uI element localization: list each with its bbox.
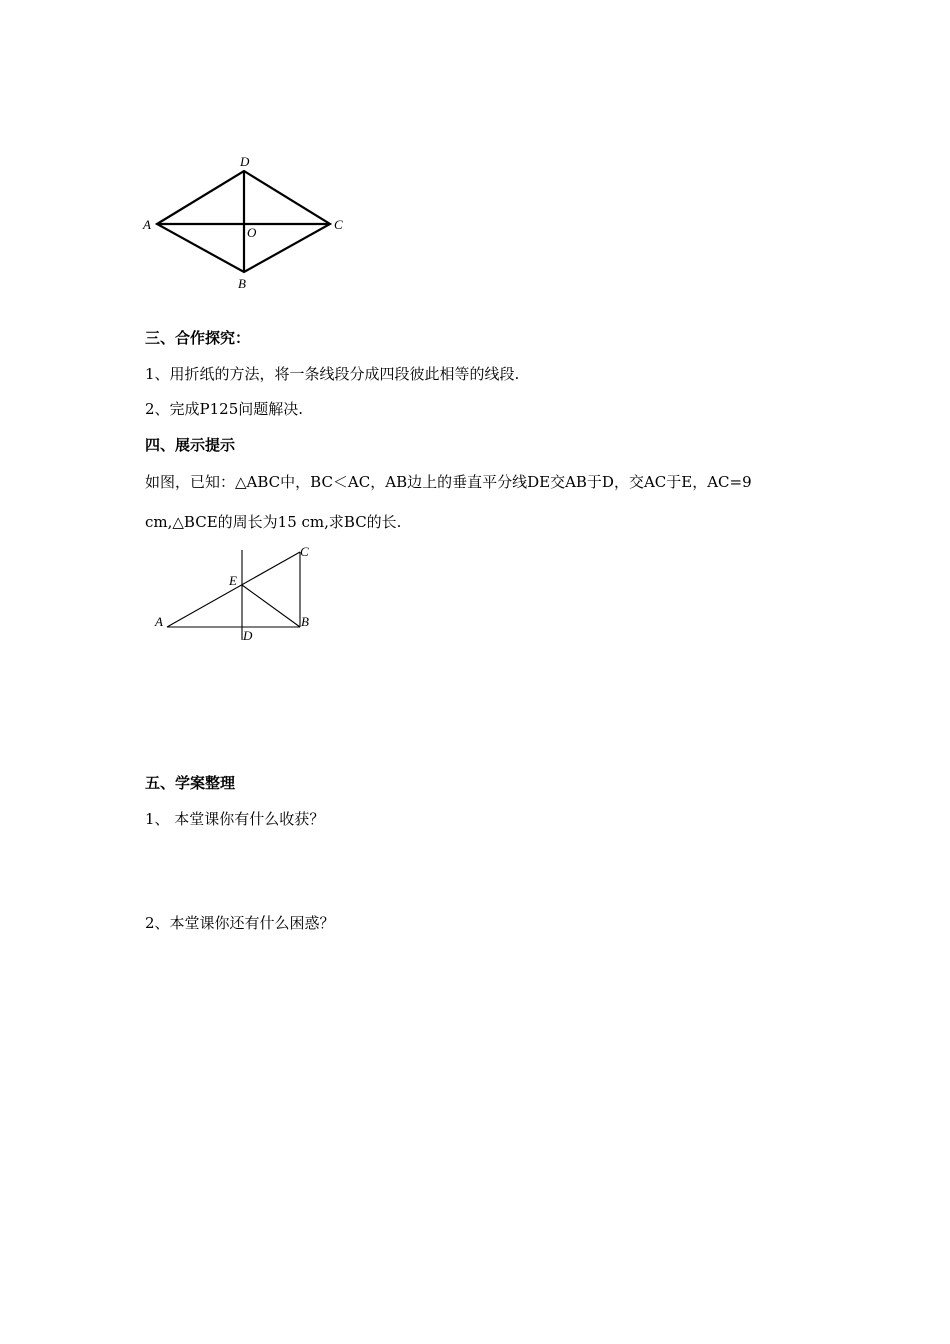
segment-eb [242, 585, 300, 627]
label-a: A [155, 614, 163, 629]
label-b: B [238, 276, 246, 291]
list-item: 1、 本堂课你有什么收获？ [145, 810, 325, 828]
list-item: 2、完成P125问题解决. [145, 400, 304, 418]
label-a: A [143, 217, 151, 232]
list-item: 1、用折纸的方法，将一条线段分成四段彼此相等的线段. [145, 365, 520, 383]
label-d: D [240, 154, 250, 169]
label-c: C [334, 217, 343, 232]
label-d: D [243, 628, 253, 643]
rhombus-figure [130, 150, 360, 300]
section-heading-display-hint: 四、展示提示 [145, 436, 236, 454]
segment-ac [167, 552, 300, 627]
label-b: B [301, 614, 309, 629]
label-o: O [247, 225, 257, 240]
label-c: C [300, 544, 309, 559]
section-heading-cooperative-inquiry: 三、合作探究： [145, 329, 251, 347]
list-item: 2、本堂课你还有什么困惑？ [145, 914, 335, 932]
section-heading-study-summary: 五、学案整理 [145, 774, 236, 792]
triangle-figure [145, 540, 325, 650]
label-e: E [229, 573, 237, 588]
problem-text-line: cm,△BCE的周长为15 cm,求BC的长. [145, 513, 402, 531]
problem-text-line: 如图，已知：△ABC中，BC＜AC，AB边上的垂直平分线DE交AB于D，交AC于E，AC=9 [145, 473, 752, 491]
